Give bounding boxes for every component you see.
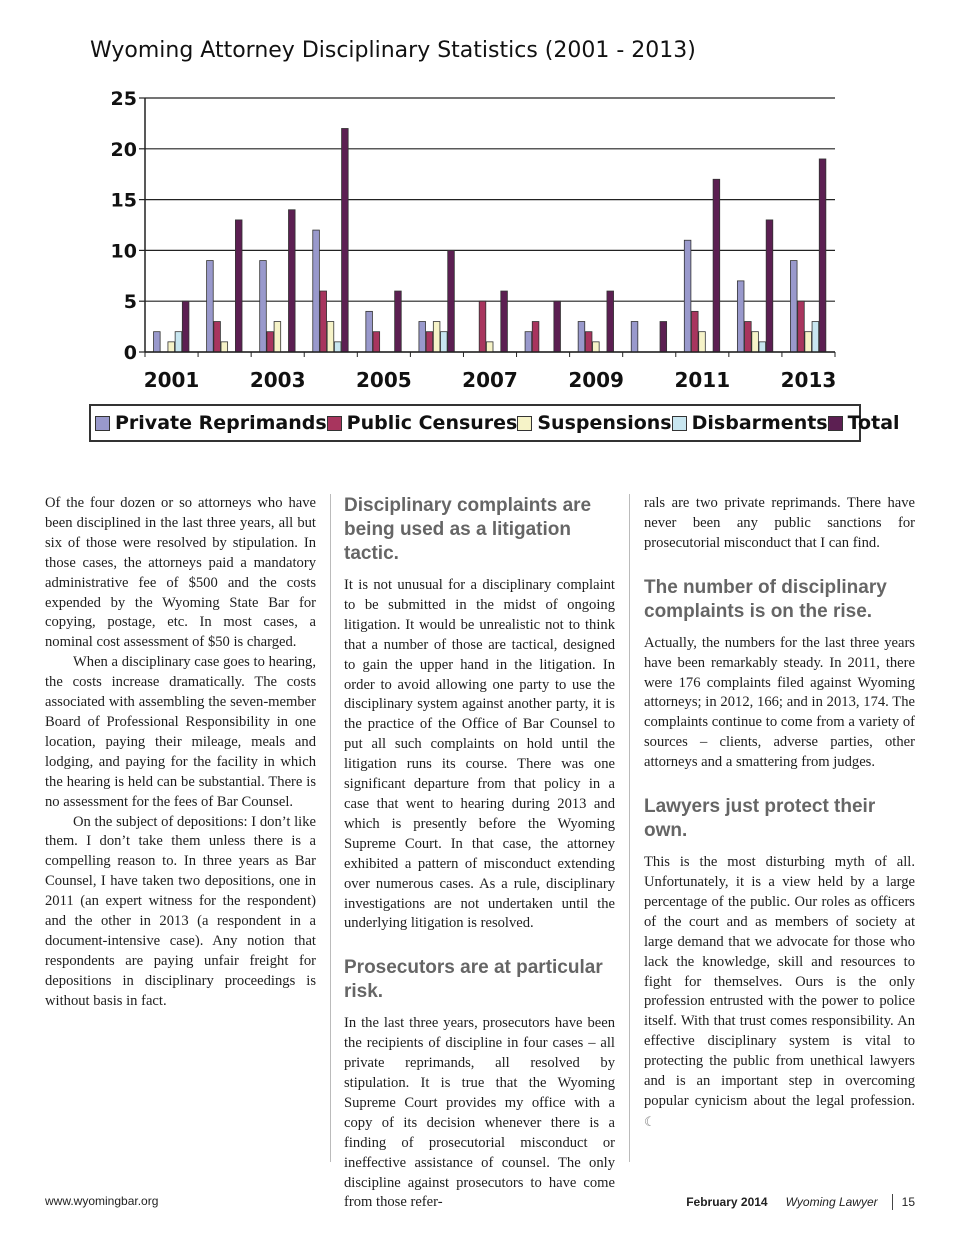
article-column-3 bbox=[644, 494, 915, 1133]
bar-public-censures bbox=[532, 322, 539, 352]
bar-public-censures bbox=[479, 301, 486, 352]
bar-private-reprimands bbox=[578, 322, 585, 352]
legend-item bbox=[828, 412, 900, 434]
bar-total bbox=[766, 220, 773, 352]
bar-public-censures bbox=[426, 332, 433, 352]
paragraph-litigation-tactic: It is not unusual for a disciplinary complaint to be submitted in the midst of ongoing litigation. It would be unrealistic not to think that a number of those are tactical, designed to gain the upper hand in the litigation. In order to avoid allowing one party to use the disciplinary system against another party, it is the practice of the Office of Bar Counsel to put all such complaints on hold until the litigation runs its course. There was one significant departure from that policy in a case that went to hearing during 2013 and which is presently before the Wyoming Supreme Court. In that case, the attorney exhibited a pattern of misconduct extending over numerous cases. As a rule, disciplinary investigations are not undertaken until the underlying litigation is resolved. bbox=[344, 577, 615, 932]
bar-private-reprimands bbox=[790, 261, 797, 352]
bar-disbarments bbox=[175, 332, 182, 352]
bar-suspensions bbox=[699, 332, 706, 352]
bar-total bbox=[182, 301, 189, 352]
x-tick-label: 2007 bbox=[462, 368, 518, 392]
y-tick-label: 10 bbox=[110, 240, 137, 263]
bar-total bbox=[342, 128, 349, 352]
bar-total bbox=[448, 250, 455, 352]
bar-private-reprimands bbox=[366, 311, 373, 352]
bar-total bbox=[395, 291, 402, 352]
paragraph-protect-own-text: This is the most disturbing myth of all. Unfortunately, it is a view held by a large percentage of the public. Our roles as officers of the court and as members of society at large demand that we advocate for those who lack the knowledge, skill and resources to fight for themselves. Ours is the only profession entrusted with the power to police itself. With that trust comes responsibility. An effective disciplinary system is vital to protecting the public from unethical lawyers and is an important step in overcoming popular cynicism about the legal profession. bbox=[644, 854, 915, 1109]
column-divider bbox=[629, 494, 630, 1162]
bar-total bbox=[501, 291, 508, 352]
y-tick-label: 15 bbox=[110, 189, 137, 212]
bar-suspensions bbox=[274, 322, 281, 352]
bar-chart bbox=[0, 0, 960, 400]
article-column-1 bbox=[45, 494, 316, 1012]
footer-url: www.wyomingbar.org bbox=[45, 1194, 159, 1208]
bar-public-censures bbox=[214, 322, 221, 352]
bar-suspensions bbox=[752, 332, 759, 352]
bar-suspensions bbox=[593, 342, 600, 352]
paragraph-stipulation: Of the four dozen or so attorneys who have been disciplined in the last three years, all but six of those were resolved by stipulation. In those cases, the attorneys paid a mandatory administrative fee of $500 and the costs expended by the Wyoming State Bar for copying, postage, etc. In most cases, a nominal cost assessment of $50 is charged. bbox=[45, 495, 316, 651]
bar-public-censures bbox=[320, 291, 327, 352]
bar-total bbox=[554, 301, 561, 352]
bar-private-reprimands bbox=[154, 332, 161, 352]
bar-private-reprimands bbox=[313, 230, 320, 352]
article-column-2 bbox=[344, 494, 615, 1213]
bar-public-censures bbox=[692, 311, 699, 352]
paragraph-prosecutors-continued: rals are two private reprimands. There have never been any public sanctions for prosecutorial misconduct that I can find. bbox=[644, 495, 915, 551]
end-mark-icon: ☾ bbox=[644, 1113, 656, 1129]
legend-item bbox=[672, 412, 828, 434]
bar-public-censures bbox=[585, 332, 592, 352]
legend-label: Disbarments bbox=[691, 412, 828, 434]
bar-suspensions bbox=[486, 342, 493, 352]
legend-label: Total bbox=[847, 412, 900, 434]
legend-swatch bbox=[95, 416, 110, 431]
bar-private-reprimands bbox=[419, 322, 426, 352]
y-tick-label: 0 bbox=[123, 342, 137, 364]
bar-public-censures bbox=[267, 332, 274, 352]
paragraph-prosecutors: In the last three years, prosecutors have been the recipients of discipline in four cases – all private reprimands, all resolved by stipulation. It is true that the Wyoming Supreme Court provides my office with a copy of its decision whenever there is a finding of prosecutorial misconduct or ineffective assistance of counsel. The only discipline against prosecutors to have come from those refer- bbox=[344, 1015, 615, 1211]
paragraph-protect-own bbox=[644, 853, 915, 1133]
bar-private-reprimands bbox=[737, 281, 744, 352]
bar-disbarments bbox=[441, 332, 448, 352]
legend-item bbox=[327, 412, 518, 434]
paragraph-complaints-rise: Actually, the numbers for the last three years have been remarkably steady. In 2011, there were 176 complaints filed against Wyoming attorneys; in 2012, 166; and in 2013, 174. The complaints continue to come from a variety of sources – clients, adverse parties, other attorneys and a smattering from judges. bbox=[644, 634, 915, 771]
bar-total bbox=[660, 322, 667, 352]
chart-title: Wyoming Attorney Disciplinary Statistics (2001 - 2013) bbox=[90, 38, 696, 63]
chart-legend bbox=[89, 404, 900, 442]
paragraph-hearing-costs: When a disciplinary case goes to hearing, the costs increase dramatically. The costs associated with assembling the seven-member Board of Professional Responsibility in one location, paying their mileage, meals and lodging, and paying for the facility in which the hearing is held can be substantial. There is no assessment for the fees of Bar Counsel. bbox=[45, 654, 316, 810]
heading-litigation-tactic: Disciplinary complaints are being used as a litigation tactic. bbox=[344, 495, 592, 564]
legend-swatch bbox=[672, 416, 687, 431]
bar-total bbox=[607, 291, 614, 352]
bar-private-reprimands bbox=[207, 261, 214, 352]
y-tick-label: 20 bbox=[110, 138, 137, 161]
heading-complaints-rise: The number of disciplinary complaints is on the rise. bbox=[644, 576, 887, 622]
footer-magazine: Wyoming Lawyer bbox=[785, 1195, 878, 1209]
footer-divider bbox=[892, 1194, 893, 1210]
bar-total bbox=[235, 220, 242, 352]
heading-protect-own: Lawyers just protect their own. bbox=[644, 796, 876, 842]
bar-suspensions bbox=[168, 342, 175, 352]
bar-suspensions bbox=[433, 322, 440, 352]
bar-suspensions bbox=[327, 322, 334, 352]
x-tick-label: 2003 bbox=[249, 368, 306, 392]
legend-label: Public Censures bbox=[346, 412, 518, 434]
y-tick-label: 25 bbox=[110, 88, 137, 110]
bar-disbarments bbox=[812, 322, 819, 352]
legend-swatch bbox=[327, 416, 342, 431]
bar-disbarments bbox=[334, 342, 341, 352]
bar-private-reprimands bbox=[684, 240, 691, 352]
footer-date: February 2014 bbox=[686, 1195, 768, 1209]
page-number: 15 bbox=[901, 1195, 915, 1209]
y-tick-label: 5 bbox=[123, 291, 137, 314]
bar-suspensions bbox=[805, 332, 812, 352]
legend-label: Suspensions bbox=[537, 412, 672, 434]
bar-private-reprimands bbox=[631, 322, 638, 352]
heading-prosecutors: Prosecutors are at particular risk. bbox=[344, 957, 603, 1003]
bar-private-reprimands bbox=[525, 332, 532, 352]
paragraph-depositions: On the subject of depositions: I don’t like them. I don’t take them unless there is a compelling reason to. In three years as Bar Counsel, I have taken two depositions, one in 2011 (an expert witness for the respondent) and the other in 2013 (a respondent in a document-intensive case). Any notion that respondents are paying unfair freight for depositions in disciplinary proceedings is without basis in fact. bbox=[45, 813, 316, 1009]
x-tick-label: 2005 bbox=[356, 368, 412, 392]
legend-label: Private Reprimands bbox=[115, 412, 327, 434]
bar-total bbox=[713, 179, 720, 352]
bar-private-reprimands bbox=[260, 261, 267, 352]
chart-area bbox=[0, 0, 960, 460]
bar-suspensions bbox=[221, 342, 228, 352]
bar-public-censures bbox=[745, 322, 752, 352]
x-tick-label: 2011 bbox=[674, 368, 731, 392]
bar-disbarments bbox=[759, 342, 766, 352]
bar-total bbox=[819, 159, 826, 352]
column-divider bbox=[330, 494, 331, 1162]
bar-total bbox=[288, 210, 295, 352]
legend-swatch bbox=[828, 416, 843, 431]
bar-public-censures bbox=[373, 332, 380, 352]
legend-swatch bbox=[517, 416, 532, 431]
x-tick-label: 2009 bbox=[568, 368, 624, 392]
legend-item bbox=[517, 412, 671, 434]
page-footer bbox=[45, 1194, 915, 1212]
x-tick-label: 2013 bbox=[780, 368, 837, 392]
legend-item bbox=[95, 412, 327, 434]
bar-public-censures bbox=[798, 301, 805, 352]
x-tick-label: 2001 bbox=[143, 368, 200, 392]
